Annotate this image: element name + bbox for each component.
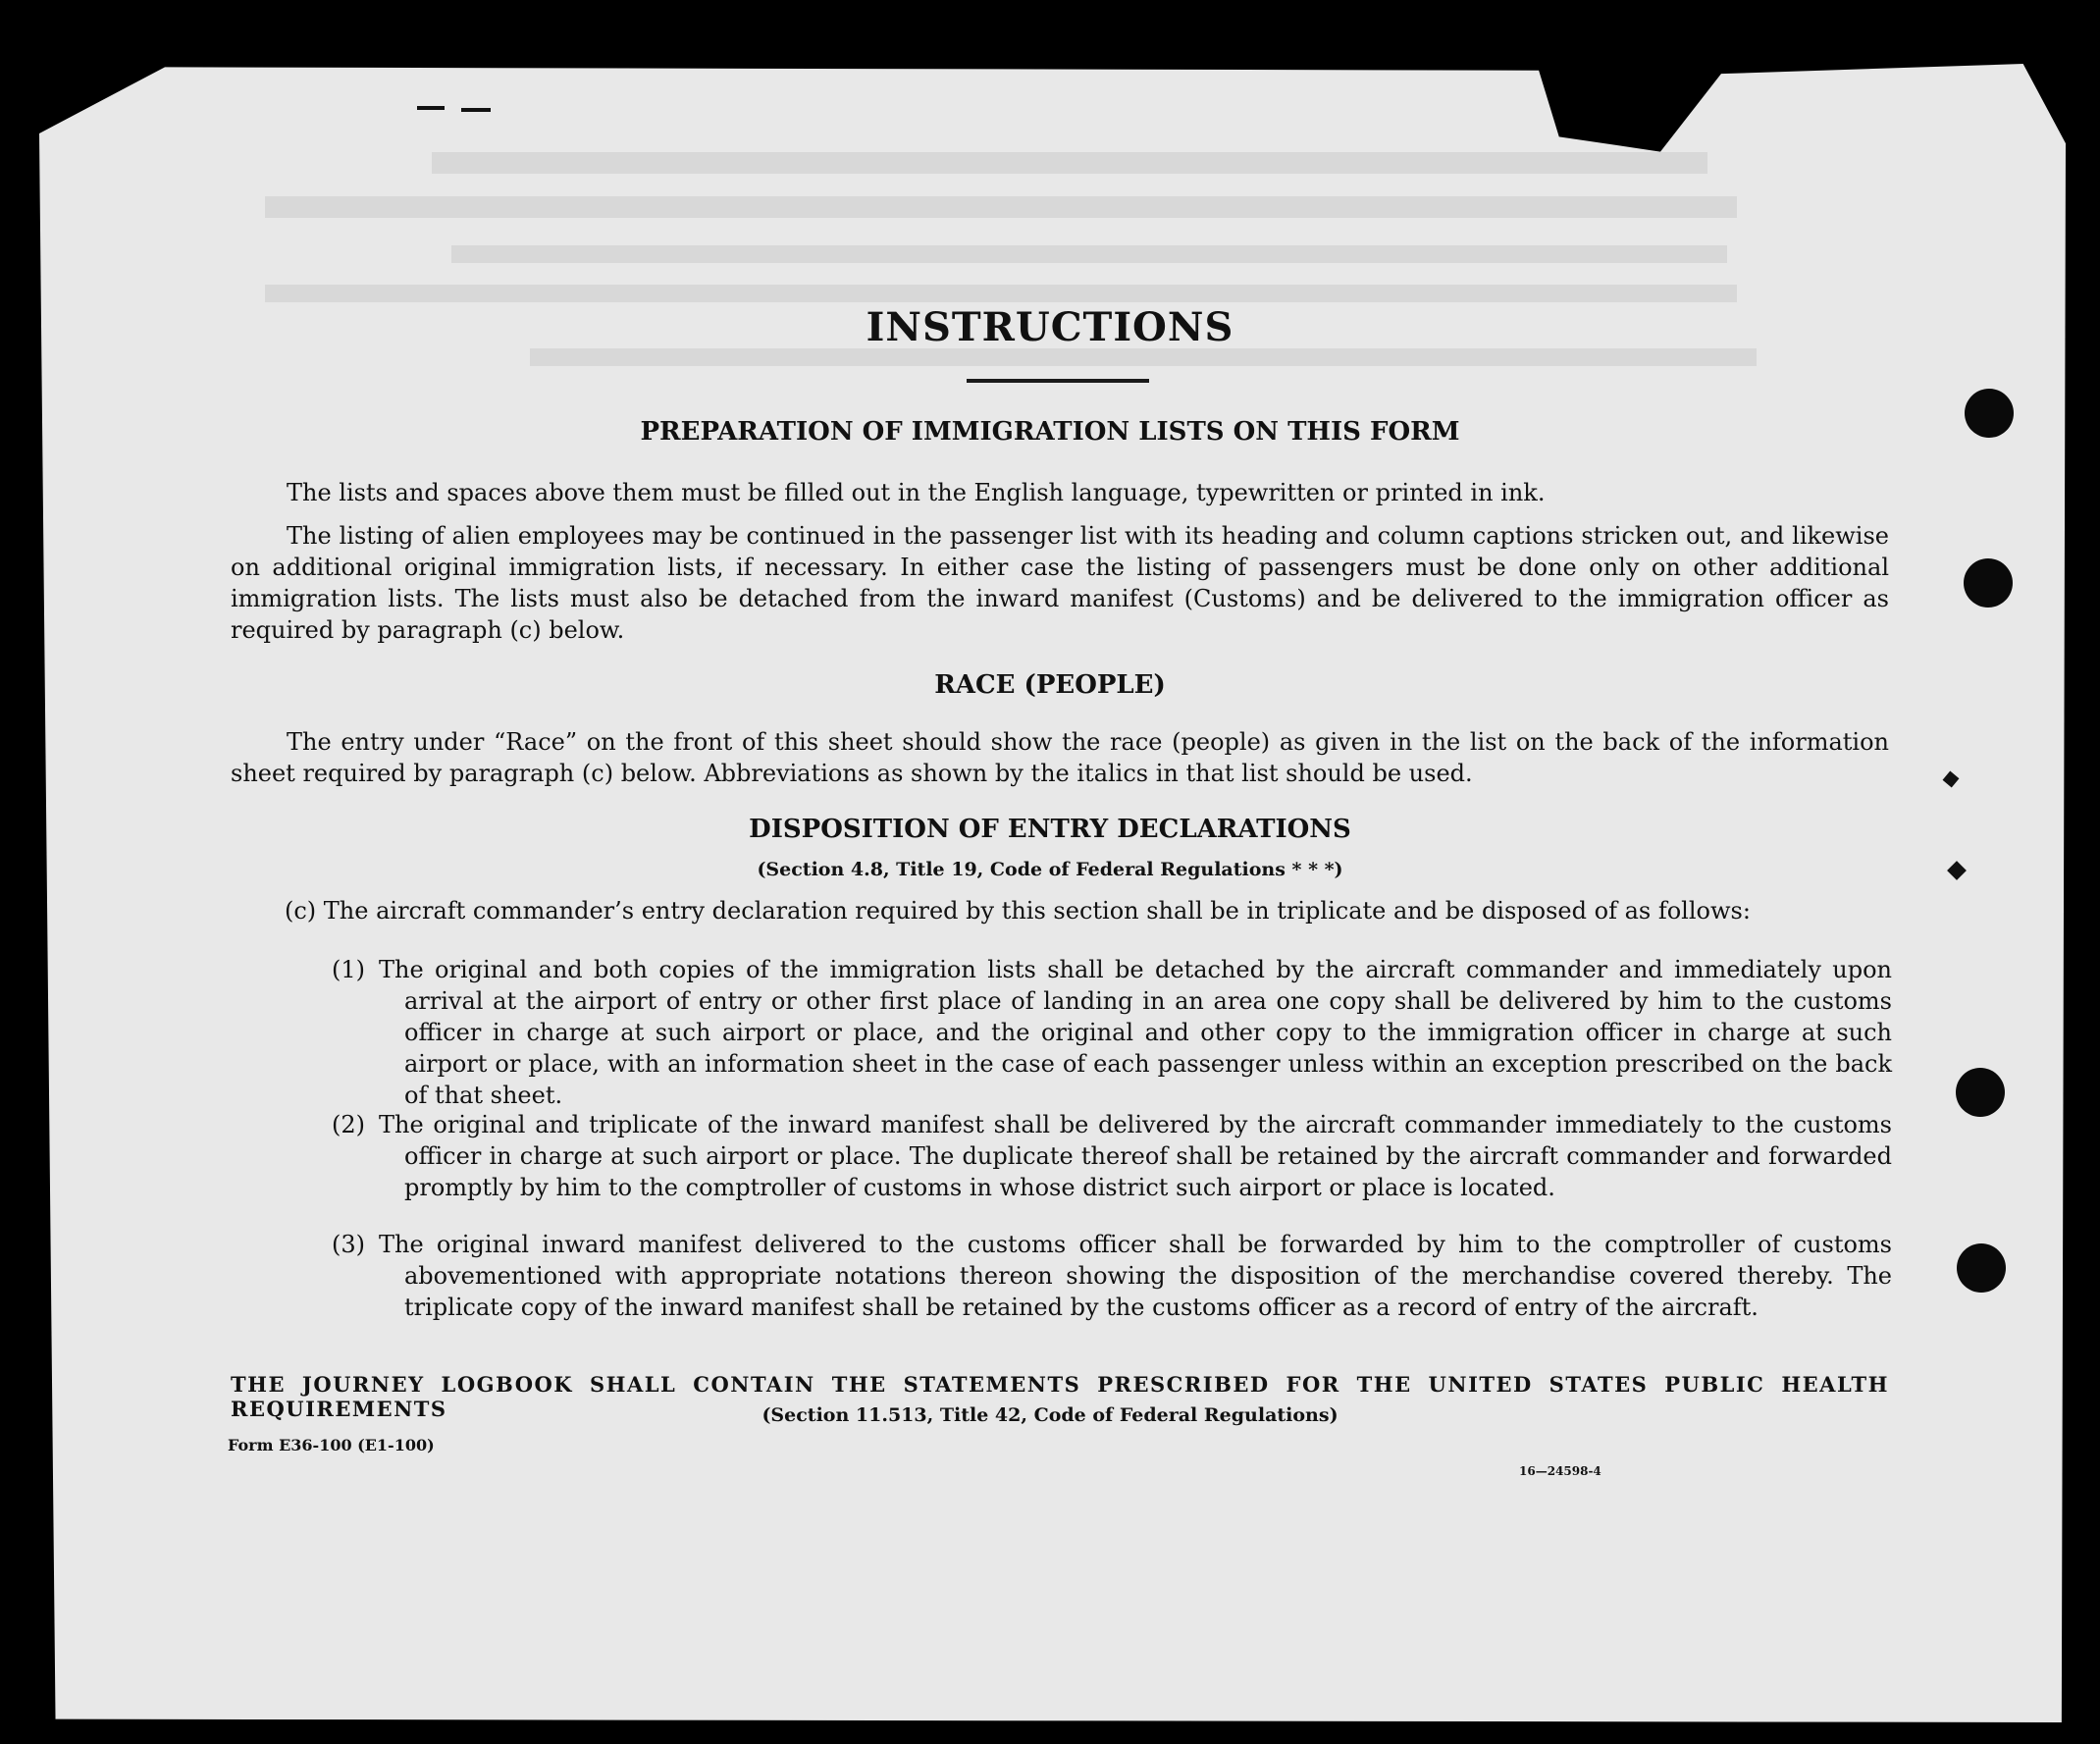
punch-hole (1956, 1068, 2005, 1117)
item-text: The original inward manifest delivered to the customs officer shall be forwarded by him to the comptroller of customs abovementioned with appropriate notations thereon showing the disposition of the merchandise covered thereby. The triplicate copy of the inward manifest shall be retained by the customs officer as a record of entry of the aircraft. (379, 1231, 1892, 1321)
punch-hole (1964, 558, 2013, 608)
disposition-item (332, 954, 1892, 1111)
item-text: The original and triplicate of the inward manifest shall be delivered by the aircraft commander immediately to the customs officer in charge at such airport or place. The duplicate thereof shall be retained by the aircraft commander and forwarded promptly by him to the comptroller of customs in whose district such airport or place is located. (379, 1111, 1892, 1201)
race-heading: RACE (PEOPLE) (934, 670, 1166, 700)
print-code: 16—24598-4 (1519, 1464, 1601, 1478)
preparation-paragraph-1: The lists and spaces above them must be filled out in the English language, typewritten or printed in ink. (287, 479, 1546, 506)
preparation-heading: PREPARATION OF IMMIGRATION LISTS ON THIS FORM (640, 417, 1460, 447)
stray-mark (461, 108, 491, 112)
disposition-item (332, 1109, 1892, 1203)
item-number: (3) (332, 1231, 365, 1258)
page-title: INSTRUCTIONS (866, 304, 1234, 350)
preparation-paragraph-2: The listing of alien employees may be continued in the passenger list with its heading and column captions stricken out, and likewise on additional original immigration lists, if necessary. In either case the listing of passengers must be done only on other additional immigration lists. The lists must also be detached from the inward manifest (Customs) and be delivered to the immigration officer as required by paragraph (c) below. (231, 522, 1889, 644)
disposition-citation: (Section 4.8, Title 19, Code of Federal Regulations * * *) (757, 859, 1343, 880)
title-underline (967, 379, 1149, 383)
disposition-item (332, 1229, 1892, 1323)
item-number: (2) (332, 1111, 365, 1138)
disposition-heading: DISPOSITION OF ENTRY DECLARATIONS (749, 815, 1351, 844)
form-number: Form E36-100 (E1-100) (228, 1436, 435, 1454)
race-paragraph: The entry under “Race” on the front of this sheet should show the race (people) as given in the list on the back of the information sheet required by paragraph (c) below. Abbreviations as shown by the italics in that list should be used. (231, 728, 1889, 787)
stray-mark (417, 106, 445, 110)
health-requirements-citation: (Section 11.513, Title 42, Code of Federal Regulations) (761, 1404, 1339, 1426)
item-text: The original and both copies of the immigration lists shall be detached by the aircraft commander and immediately upon arrival at the airport of entry or other first place of landing in an area one copy shall be delivered by him to the customs officer in charge at such airport or place, and the original and other copy to the immigration officer in charge at such airport or place, with an information sheet in the case of each passenger unless within an exception prescribed on the back of that sheet. (379, 956, 1892, 1109)
stray-mark (1943, 771, 1960, 788)
health-requirements-statement: THE JOURNEY LOGBOOK SHALL CONTAIN THE STATEMENTS PRESCRIBED FOR THE UNITED STATES PUBLIC HEALTH REQUIREMENTS (231, 1372, 1889, 1421)
disposition-intro: (c) The aircraft commander’s entry declaration required by this section shall be in triplicate and be disposed of as follows: (285, 897, 1751, 925)
punch-hole (1957, 1243, 2006, 1293)
punch-hole (1965, 389, 2014, 438)
item-number: (1) (332, 956, 365, 983)
